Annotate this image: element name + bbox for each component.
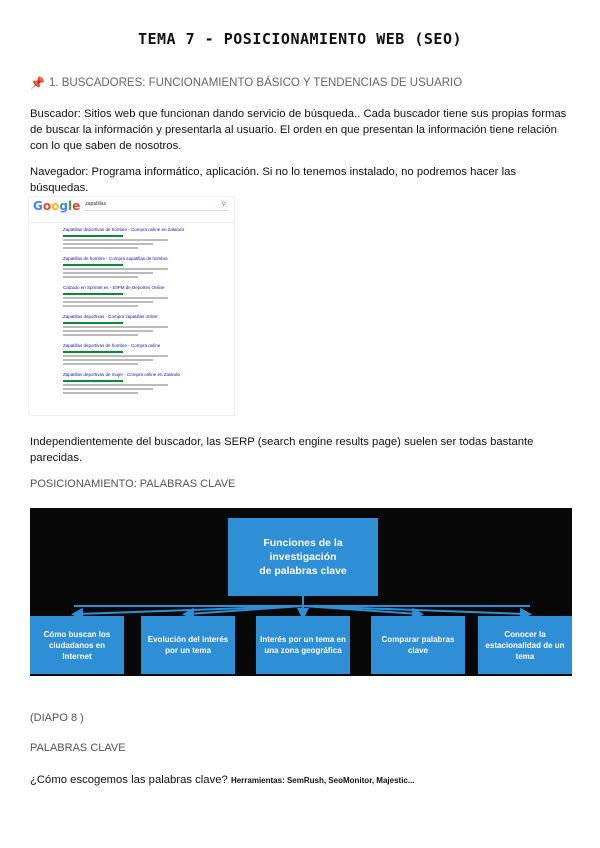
diagram-box-ciudadanos: Cómo buscan los ciudadanos en Internet [30, 616, 124, 674]
tools-text: Herramientas: SemRush, SeoMonitor, Majestic... [230, 776, 415, 785]
google-result [63, 343, 234, 365]
diagram-root-line: investigación [269, 551, 337, 563]
google-result [63, 314, 234, 336]
diagram-root-line: de palabras clave [259, 565, 347, 577]
google-result-snippet [63, 322, 123, 324]
google-result-snippet [63, 243, 153, 245]
google-result-snippet [63, 392, 138, 394]
diapo-note: (DIAPO 8 ) [30, 712, 84, 724]
question-text: ¿Cómo escogemos las palabras clave? [30, 774, 228, 786]
diagram-box-comparar: Comparar palabras clave [371, 616, 465, 674]
search-icon: ⚲ [221, 202, 226, 208]
diagram-root-line: Funciones de la [263, 537, 343, 549]
google-results-screenshot [28, 196, 235, 416]
google-result-snippet [63, 268, 168, 270]
google-result-snippet [63, 305, 138, 307]
google-result-title: Zapatillas deportivas de hombre - Compra online en Zalando [63, 227, 185, 232]
google-results-list [29, 223, 234, 394]
diagram-box-zona-geografica: Interés por un tema en una zona geográfica [256, 616, 350, 674]
google-result [63, 372, 234, 394]
paragraph-buscador: Buscador: Sitios web que funcionan dando servicio de búsqueda.. Cada buscador tiene sus propias formas de buscar la información y presentarla al usuario. El orden en que presentan la información tiene relación con lo que saben de nosotros. [30, 108, 567, 152]
google-query: zapatillas [85, 201, 107, 207]
google-result-snippet [63, 235, 123, 237]
google-result-snippet [63, 301, 153, 303]
section-heading-text: 1. BUSCADORES: FUNCIONAMIENTO BÁSICO Y TENDENCIAS DE USUARIO [48, 77, 463, 89]
google-search-box [85, 201, 228, 211]
google-result-title: Zapatillas deportivas - Compra zapatillas online [63, 314, 158, 319]
section-heading-buscadores [30, 76, 462, 90]
section-heading-posicionamiento: POSICIONAMIENTO: PALABRAS CLAVE [30, 478, 236, 490]
diagram-root-box [228, 518, 378, 596]
google-result-title: Calzado en Sprinter.es - ElIPM de Deportes Online [63, 285, 165, 290]
google-result-snippet [63, 330, 153, 332]
paragraph-serp: Independientemente del buscador, las SERP (search engine results page) suelen ser todas bastante parecidas. [30, 436, 534, 464]
google-result [63, 285, 234, 307]
paragraph-navegador: Navegador: Programa informático, aplicación. Si no lo tenemos instalado, no podremos hacer las búsquedas. [30, 166, 517, 194]
google-result-snippet [63, 264, 123, 266]
google-logo: Google [33, 199, 81, 213]
google-result-snippet [63, 351, 123, 353]
google-result-snippet [63, 363, 138, 365]
google-result-snippet [63, 388, 153, 390]
google-result-snippet [63, 334, 138, 336]
google-result-snippet [63, 355, 168, 357]
google-result-snippet [63, 276, 138, 278]
google-tabs [29, 215, 234, 223]
pushpin-icon: 📌 [30, 76, 45, 90]
google-result-snippet [63, 380, 123, 382]
keyword-functions-diagram [30, 508, 572, 676]
section-heading-palabras-clave: PALABRAS CLAVE [30, 742, 126, 754]
diagram-box-evolucion: Evolución del interés por un tema [141, 616, 235, 674]
document-title: TEMA 7 - POSICIONAMIENTO WEB (SEO) [137, 30, 463, 48]
google-result-title: Zapatillas deportivas de mujer - Compra online en Zalando [63, 372, 181, 377]
question-line [30, 772, 575, 789]
google-result-snippet [63, 384, 168, 386]
google-result-snippet [63, 297, 168, 299]
google-result-snippet [63, 326, 168, 328]
google-result [63, 256, 234, 278]
google-result-title: Zapatillas de hombre - Compra zapatillas de hombre [63, 256, 168, 261]
google-result-snippet [63, 272, 153, 274]
google-result-snippet [63, 293, 123, 295]
google-result [63, 227, 234, 249]
diagram-box-estacionalidad: Conocer la estacionalidad de un tema [478, 616, 572, 674]
google-result-snippet [63, 247, 138, 249]
google-result-title: Zapatillas deportivas de hombre - Compra online [63, 343, 161, 348]
google-result-snippet [63, 359, 153, 361]
google-result-snippet [63, 239, 168, 241]
